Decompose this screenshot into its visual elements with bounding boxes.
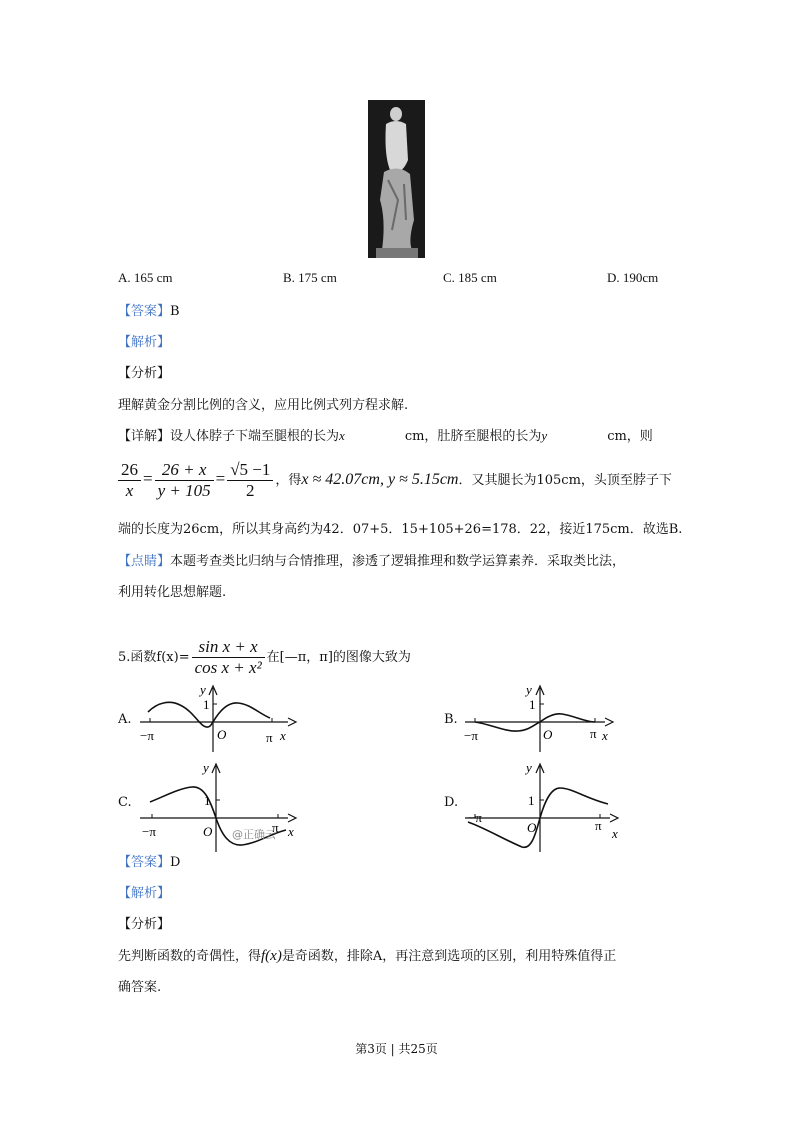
tick-neg-pi: −π (142, 824, 156, 839)
analysis-tag: 【解析】 (118, 886, 171, 901)
tick-1: 1 (528, 793, 535, 808)
equation-result: x ≈ 42.07cm, y ≈ 5.15cm (301, 471, 459, 488)
q4-answer (118, 300, 180, 319)
text: 本题考查类比归纳与合情推理，渗透了逻辑推理和数学运算素养．采取类比法， (170, 554, 626, 569)
graph-a (140, 680, 300, 752)
fenxi-tag: 【分析】 (118, 917, 171, 932)
x-axis-label: x (280, 728, 286, 743)
fenxi-line-2: 确答案. (118, 980, 162, 995)
text: 是奇函数，排除A，再注意到选项的区别，利用特殊值得正 (281, 949, 617, 964)
x-axis-label: x (288, 824, 294, 839)
denominator: 2 (246, 481, 255, 500)
fraction (118, 460, 141, 501)
origin-label: O (527, 820, 537, 835)
statue-image (368, 100, 425, 258)
tick-1: 1 (204, 793, 211, 808)
fenxi-tag: 【分析】 (118, 366, 171, 381)
option-a: A. 165 cm (118, 270, 173, 285)
origin-label: O (203, 824, 213, 839)
y-axis-label: y (526, 682, 532, 697)
fx: f(x) (261, 948, 282, 964)
var-x: x (339, 428, 345, 443)
y-axis-label: y (526, 760, 532, 775)
option-b-label: B. (444, 712, 458, 727)
x-axis-label: x (602, 728, 608, 743)
fraction (227, 460, 273, 501)
numerator: 26 + x (155, 460, 214, 481)
graph-b (460, 680, 620, 752)
origin-label: O (543, 727, 553, 742)
q5-stem (118, 637, 411, 678)
tick-1: 1 (203, 697, 210, 712)
graph-d (460, 760, 625, 852)
analysis-tag: 【解析】 (118, 335, 171, 350)
fenxi-line-1 (118, 945, 616, 965)
y-axis-label: y (200, 682, 206, 697)
tick-neg-pi: −π (464, 728, 478, 743)
option-b: B. 175 cm (283, 270, 337, 285)
answer-value: B (170, 304, 180, 319)
comment-tag: 【点睛】 (118, 554, 171, 569)
text: 在[—π，π]的图像大致为 (266, 650, 411, 665)
denominator: y + 105 (157, 481, 211, 500)
answer-value: D (170, 855, 181, 870)
y-axis-label: y (203, 760, 209, 775)
comment-line-1 (118, 550, 625, 569)
equation-line: $\frac{26}{x}$ = $\frac{26 + x}{y + 105}$ = $\frac{√5 -1}{2}$ ，得x ≈ 42.07cm, y ≈ 5.15cm．又其腿长为105cm，头顶至脖子下 (116, 460, 672, 501)
text: ．又其腿长为105cm，头顶至脖子下 (458, 473, 672, 488)
option-c-label: C. (118, 795, 132, 810)
numerator: √5 −1 (227, 460, 273, 481)
tick-pi: π (590, 726, 597, 741)
option-d: D. 190cm (607, 270, 659, 285)
comment-line-2: 利用转化思想解题. (118, 585, 227, 600)
x-axis-label: x (612, 826, 618, 841)
var-y: y (541, 428, 548, 443)
tick-1: 1 (529, 697, 536, 712)
tick-neg-pi: −π (468, 810, 482, 825)
fenxi-text: 理解黄金分割比例的含义，应用比例式列方程求解. (118, 398, 409, 413)
origin-label: O (217, 727, 227, 742)
tick-neg-pi: −π (140, 728, 154, 743)
text: 先判断函数的奇偶性，得 (118, 949, 262, 964)
numerator: 26 (118, 460, 141, 481)
text: 5.函数f(x)= (118, 650, 190, 665)
tick-pi: π (595, 818, 602, 833)
watermark: @正确云 (232, 828, 276, 841)
fraction (155, 460, 214, 501)
text: cm，则 (607, 429, 653, 444)
detail-line-1 (118, 425, 653, 444)
option-d-label: D. (444, 795, 459, 810)
text: cm，肚脐至腿根的长为 (404, 429, 542, 444)
graph-c (140, 760, 300, 852)
answer-tag: 【答案】 (118, 855, 171, 870)
fraction (192, 637, 265, 678)
tick-pi: π (266, 730, 273, 745)
denominator: x (125, 481, 134, 500)
option-c: C. 185 cm (443, 270, 497, 285)
text: ，得 (275, 473, 302, 488)
tick-pi: π (272, 820, 279, 835)
numerator: sin x + x (192, 637, 265, 658)
detail-line-3: 端的长度为26cm，所以其身高约为42．07+5．15+105+26=178．22，接近175cm．故选B. (118, 522, 683, 537)
option-a-label: A. (118, 712, 132, 727)
denominator: cos x + x² (194, 658, 262, 677)
page-footer: 第3页 | 共25页 (355, 1042, 438, 1056)
text: 设人体脖子下端至腿根的长为 (170, 429, 340, 444)
answer-tag: 【答案】 (118, 304, 171, 319)
detail-tag: 【详解】 (118, 429, 171, 444)
q5-answer (118, 851, 180, 870)
